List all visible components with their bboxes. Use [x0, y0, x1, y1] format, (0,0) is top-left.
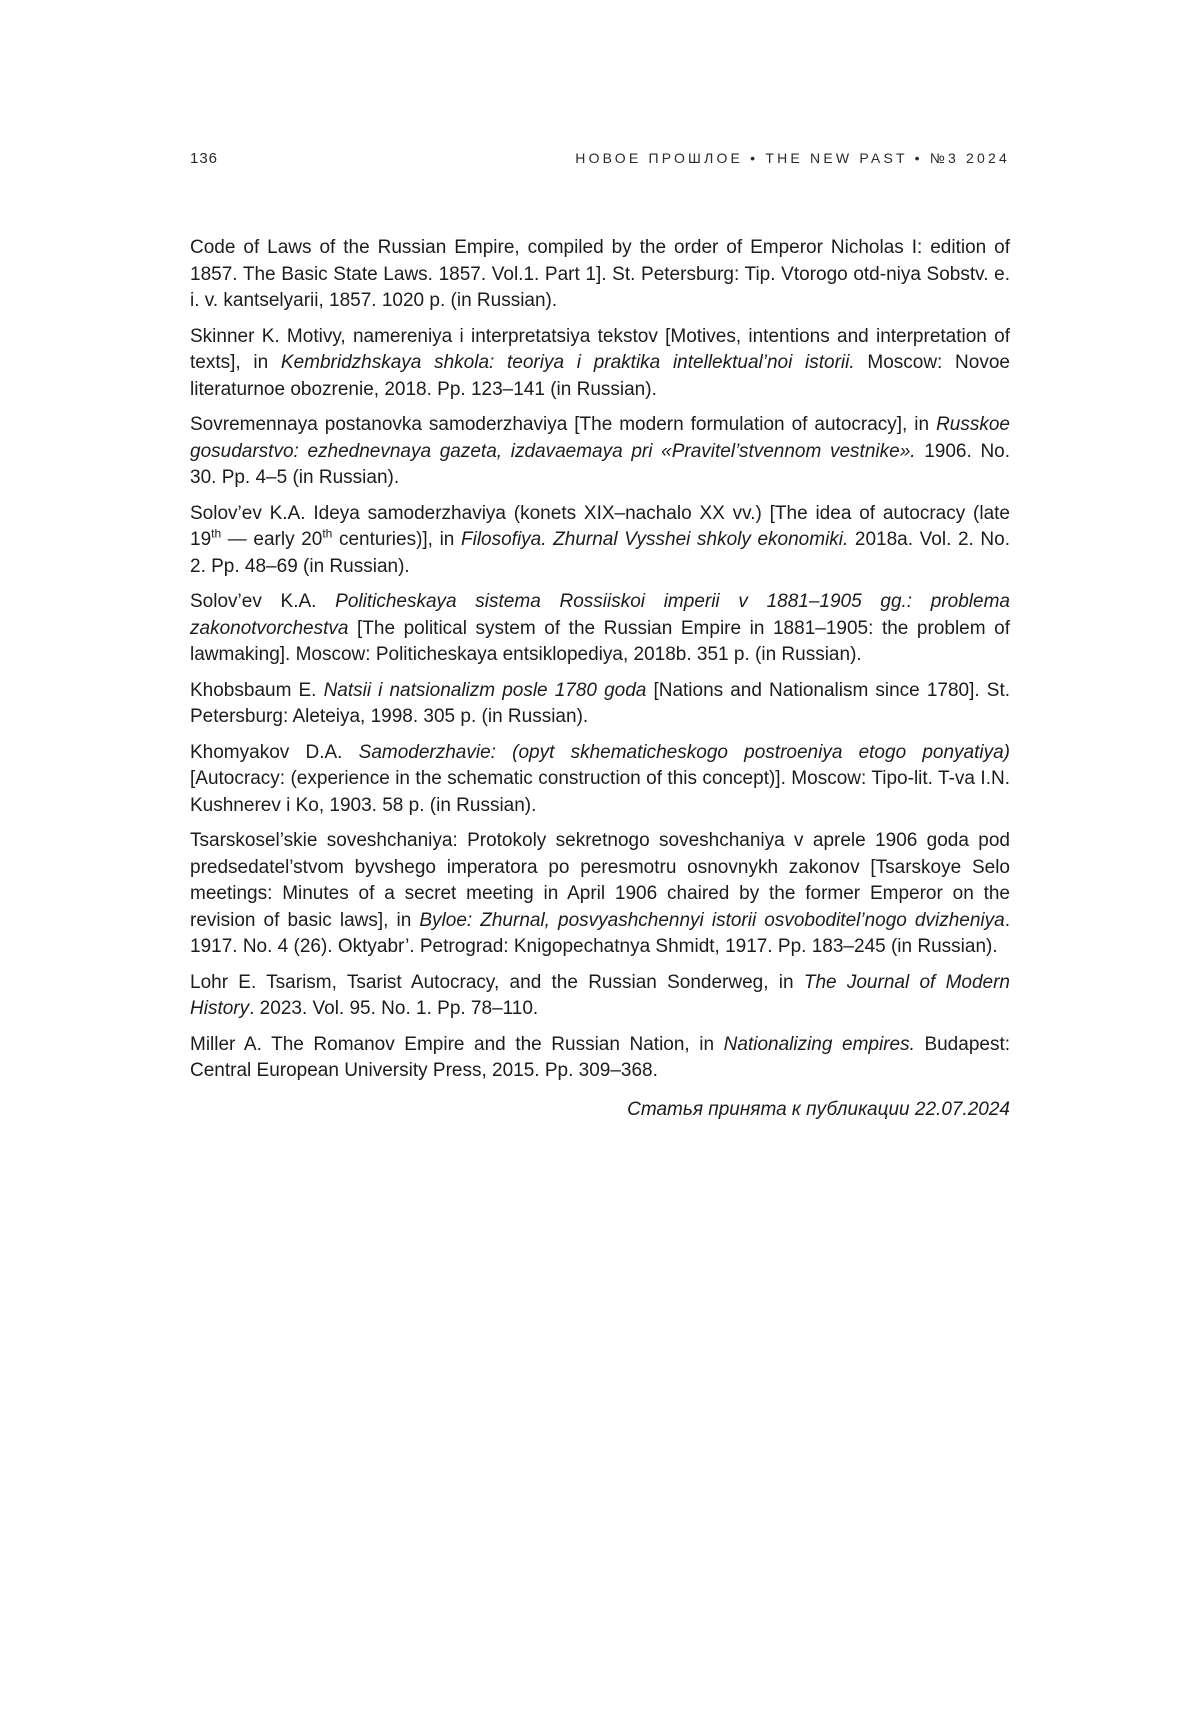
reference-text-segment: Budapest: Central European University Press, 2015. Pp. 309–368. [190, 1033, 1011, 1081]
reference-entry [190, 235, 1010, 315]
reference-text-segment: Sovremennaya postanovka samoderzhaviya [The modern formulation of autocracy], in [190, 414, 937, 435]
reference-text-segment: . 1917. No. 4 (26). Oktyabr’. Petrograd: Knigopechatnya Shmidt, 1917. Pp. 183–245 (in Russian). [190, 909, 1010, 957]
reference-text-segment: Lohr E. Tsarism, Tsarist Autocracy, and the Russian Sonderweg, in [190, 971, 804, 993]
reference-text-segment: 1906. No. 30. Pp. 4–5 (in Russian). [190, 440, 1011, 488]
reference-text-segment: Code of Laws of the Russian Empire, compiled by the order of Emperor Nicholas I: edition of 1857. The Basic State Laws. 1857. Vol.1. Part 1]. St. Petersburg: Tip. Vtorogo otd-niya Sobstv. e. i. v. kantselyarii, 1857. 1020 p. (in Russian). [190, 237, 1010, 311]
reference-entry [190, 970, 1010, 1023]
reference-entry [190, 412, 1010, 492]
reference-text-segment: Tsarskosel’skie soveshchaniya: Protokoly sekretnogo soveshchaniya v aprele 1906 goda pod predsedatel’stvom byvshego imperatora po peresmotru osnovnykh zakonov [Tsarskoye Selo meetings: Minutes of a secret meeting in April 1906 chaired by the former Emperor on the revision of basic laws], in [190, 830, 1010, 931]
reference-text-segment: [Autocracy: (experience in the schematic construction of this concept)]. Moscow: Tipo-lit. T-va I.N. Kushnerev i Ko, 1903. 58 p. (in Russian). [190, 768, 1010, 816]
journal-running-head: НОВОЕ ПРОШЛОЕ • THE NEW PAST • №3 2024 [575, 150, 1010, 166]
reference-text-segment: — early 20 [221, 529, 323, 550]
references-list [190, 235, 1010, 1085]
reference-text-segment: [The political system of the Russian Empire in 1881–1905: the problem of lawmaking]. Moscow: Politicheskaya entsiklopediya, 2018b. 351 p. (in Russian). [190, 617, 1010, 665]
reference-text-segment: Solov’ev K.A. Ideya samoderzhaviya (konets XIX–nachalo XX vv.) [The idea of autocracy (late 19 [190, 502, 1010, 550]
reference-text-segment: Solov’ev K.A. [190, 591, 336, 612]
reference-text-segment: 2018a. Vol. 2. No. 2. Pp. 48–69 (in Russian). [190, 529, 1011, 577]
reference-text-segment: Miller A. The Romanov Empire and the Russian Nation, in [190, 1033, 724, 1055]
reference-entry [190, 678, 1010, 731]
reference-text-segment: Filosofiya. Zhurnal Vysshei shkoly ekonomiki. [461, 529, 849, 550]
reference-text-segment: Byloe: Zhurnal, posvyashchennyi istorii osvoboditel’nogo dvizheniya [419, 909, 1005, 931]
reference-text-segment: Kembridzhskaya shkola: teoriya i praktika intellektual’noi istorii. [280, 352, 855, 373]
reference-text-segment: The Journal of Modern History [190, 971, 1010, 1019]
reference-text-segment: Moscow: Novoe literaturnoe obozrenie, 2018. Pp. 123–141 (in Russian). [190, 352, 1010, 400]
reference-text-segment: [Nations and Nationalism since 1780]. St. Petersburg: Aleteiya, 1998. 305 p. (in Russian). [190, 679, 1010, 727]
reference-text-segment: Politicheskaya sistema Rossiiskoi imperii v 1881–1905 gg.: problema zakonotvorchestva [190, 591, 1010, 639]
reference-text-segment: th [211, 526, 222, 541]
reference-text-segment: . 2023. Vol. 95. No. 1. Pp. 78–110. [249, 998, 539, 1019]
reference-text-segment: Skinner K. Motivy, namereniya i interpretatsiya tekstov [Motives, intentions and interpretation of texts], in [190, 325, 1010, 373]
reference-text-segment: Khomyakov D.A. [190, 741, 359, 763]
reference-entry [190, 828, 1010, 961]
reference-text-segment: Samoderzhavie: (opyt skhematicheskogo postroeniya etogo ponyatiya) [358, 741, 1011, 763]
reference-text-segment: Natsii i natsionalizm posle 1780 goda [323, 679, 647, 701]
page-header [190, 150, 1010, 167]
reference-text-segment: centuries)], in [332, 529, 461, 550]
reference-text-segment: Nationalizing empires. [723, 1033, 915, 1055]
reference-text-segment: Russkoe gosudarstvo: ezhednevnaya gazeta, izdavaemaya pri «Pravitel’stvennom vestnike». [190, 414, 1010, 462]
page-number: 136 [190, 150, 219, 167]
reference-entry [190, 324, 1010, 404]
reference-entry [190, 740, 1010, 820]
acceptance-note: Статья принята к публикации 22.07.2024 [627, 1098, 1010, 1120]
reference-entry [190, 1032, 1010, 1085]
reference-text-segment: th [322, 526, 333, 541]
reference-entry [190, 589, 1010, 669]
reference-entry [190, 501, 1010, 581]
reference-text-segment: Khobsbaum E. [190, 679, 324, 701]
